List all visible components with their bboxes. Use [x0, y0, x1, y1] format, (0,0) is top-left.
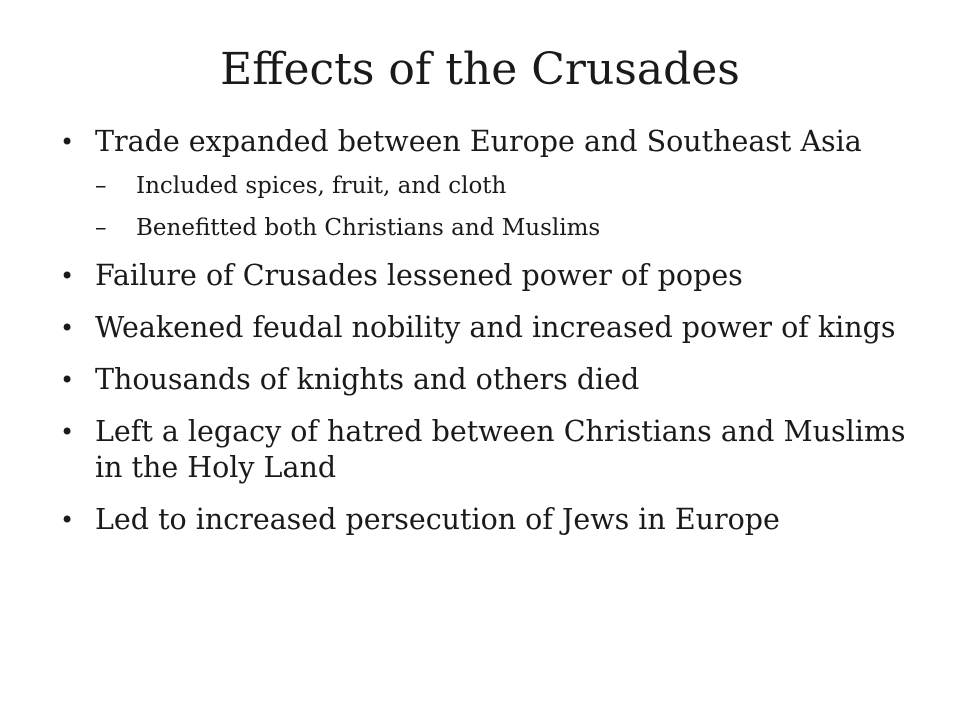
bullet-item — [60, 258, 910, 294]
bullet-icon: • — [60, 262, 75, 290]
bullet-item — [60, 414, 910, 486]
bullet-text: Weakened feudal nobility and increased power of kings — [95, 311, 896, 344]
bullet-text: Left a legacy of hatred between Christians and Muslims in the Holy Land — [95, 415, 906, 484]
bullet-item — [60, 310, 910, 346]
bullet-text: Trade expanded between Europe and Southeast Asia — [95, 125, 862, 158]
bullet-item — [60, 124, 910, 242]
sub-bullet-list — [95, 172, 910, 242]
bullet-icon: • — [60, 366, 75, 394]
sub-bullet-text: Benefitted both Christians and Muslims — [136, 215, 601, 241]
bullet-text: Led to increased persecution of Jews in Europe — [95, 503, 780, 536]
bullet-item — [60, 502, 910, 538]
sub-bullet-item — [95, 214, 910, 242]
bullet-text: Failure of Crusades lessened power of popes — [95, 259, 743, 292]
bullet-list — [60, 124, 910, 554]
dash-icon: – — [95, 215, 107, 241]
bullet-item — [60, 362, 910, 398]
bullet-icon: • — [60, 128, 75, 156]
bullet-icon: • — [60, 314, 75, 342]
bullet-icon: • — [60, 418, 75, 446]
slide-title: Effects of the Crusades — [220, 44, 740, 95]
bullet-icon: • — [60, 506, 75, 534]
bullet-text: Thousands of knights and others died — [95, 363, 640, 396]
sub-bullet-item — [95, 172, 910, 200]
sub-bullet-text: Included spices, fruit, and cloth — [136, 173, 507, 199]
dash-icon: – — [95, 173, 107, 199]
